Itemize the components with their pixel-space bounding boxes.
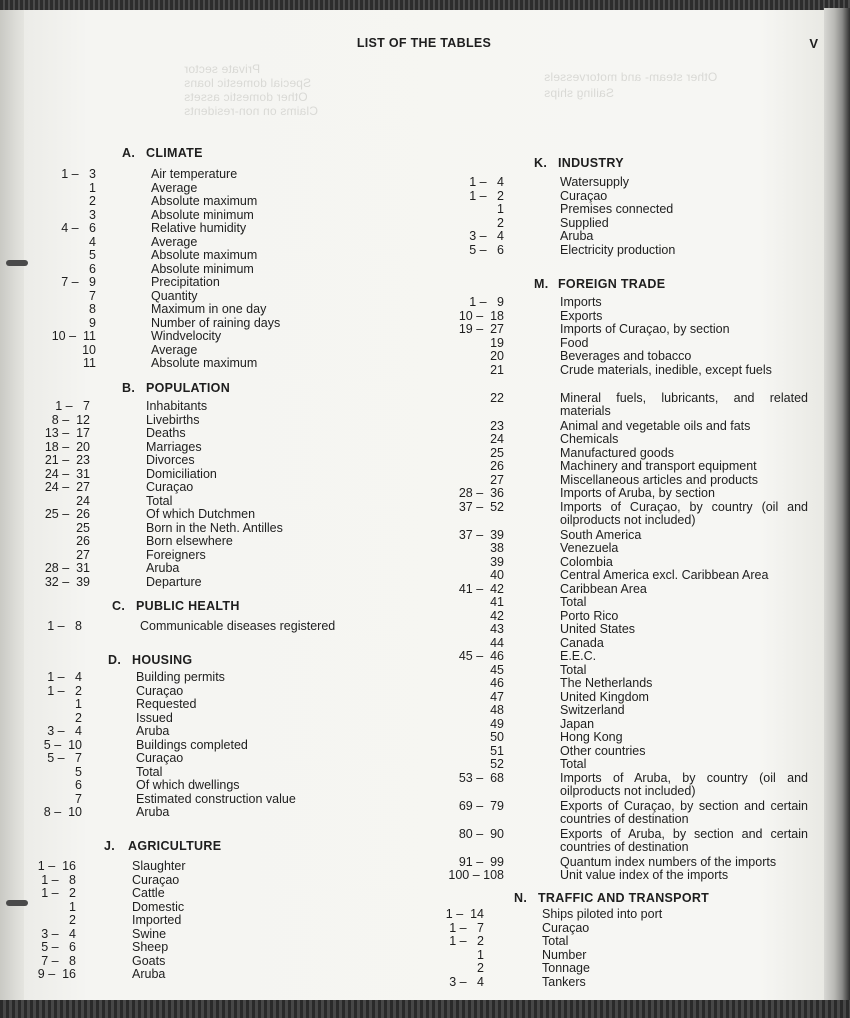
table-title: Average (151, 342, 198, 357)
table-number-range: 3 – 4 (47, 724, 82, 738)
table-title: Born in the Neth. Antilles (146, 520, 283, 535)
table-number-range: 10 – 18 (458, 308, 504, 323)
section-heading (534, 156, 624, 170)
table-title: Swine (132, 926, 167, 941)
table-title: Caribbean Area (560, 581, 647, 596)
table-title: Average (151, 234, 198, 249)
table-title: Aruba (146, 561, 180, 575)
table-title: Ships piloted into port (542, 907, 663, 921)
table-number-range: 7 (75, 791, 82, 806)
section-heading (112, 599, 240, 613)
section-letter: K. (534, 156, 548, 170)
section-heading (104, 839, 221, 853)
table-number-range: 1 (69, 899, 76, 914)
table-number-range: 100 – 108 (448, 868, 504, 882)
table-title: Porto Rico (560, 608, 619, 623)
table-number-range: 38 (490, 541, 504, 555)
table-number-range: 1 – 7 (449, 920, 484, 935)
table-title: Building permits (136, 670, 225, 684)
table-number-range: 9 – 16 (37, 967, 76, 981)
table-title: Imports (560, 295, 602, 309)
table-number-range: 41 – 42 (458, 581, 504, 596)
table-number-range: 1 – 7 (55, 399, 90, 413)
table-title: Goats (132, 953, 166, 968)
table-title: Total (542, 934, 569, 948)
table-number-range: 26 (76, 534, 90, 548)
section-heading (534, 277, 665, 291)
table-title: Food (560, 335, 589, 350)
table-number-range: 7 (89, 288, 96, 303)
table-number-range: 24 – 31 (44, 466, 90, 481)
table-number-range: 3 – 4 (469, 229, 504, 243)
table-number-range: 1 – 2 (449, 934, 484, 948)
table-title: Deaths (146, 426, 186, 440)
page-stack-edge (824, 8, 850, 1004)
table-number-range: 6 (75, 778, 82, 792)
table-number-range: 25 (490, 445, 504, 460)
section-title: CLIMATE (146, 146, 203, 160)
table-number-range: 11 (83, 356, 96, 370)
table-title: Number of raining days (151, 315, 281, 330)
table-title: Electricity production (560, 242, 676, 257)
page-left-strip (0, 10, 26, 1002)
table-title: Imports of Aruba, by country (oil and oilproducts not included) (560, 770, 808, 798)
table-number-range: 20 (490, 349, 504, 363)
page-number: V (809, 36, 818, 51)
table-title: The Netherlands (560, 676, 653, 690)
table-title: Absolute minimum (151, 207, 254, 222)
table-number-range: 4 (89, 234, 96, 249)
table-number-range: 1 – 9 (469, 295, 504, 309)
page-title: LIST OF THE TABLES (356, 36, 492, 50)
table-number-range: 1 – 4 (47, 670, 82, 684)
table-number-range: 28 – 36 (458, 486, 504, 500)
table-number-range: 1 – 14 (445, 907, 484, 921)
table-title: Buildings completed (136, 737, 248, 752)
table-title: Tankers (542, 974, 586, 989)
show-through-text: Sailing ships (544, 86, 614, 100)
table-number-range: 37 – 52 (458, 499, 504, 514)
table-number-range: 47 (490, 689, 504, 704)
table-title: Domestic (132, 899, 185, 914)
table-title: Departure (146, 574, 202, 589)
section-heading (514, 891, 709, 905)
table-title: Average (151, 180, 198, 195)
table-title: Japan (560, 716, 595, 731)
table-number-range: 40 (490, 568, 504, 582)
table-title: Quantum index numbers of the imports (560, 854, 777, 869)
table-number-range: 51 (490, 743, 504, 758)
table-title: Maximum in one day (151, 302, 267, 316)
table-number-range: 1 – 2 (469, 188, 504, 203)
table-number-range: 21 (490, 362, 504, 377)
table-title: Venezuela (560, 541, 619, 555)
table-title: Exports (560, 308, 603, 323)
table-number-range: 37 – 39 (458, 527, 504, 542)
table-number-range: 10 (82, 342, 96, 357)
table-number-range: 1 – 4 (469, 175, 504, 189)
show-through-text: Other domestic assets (184, 90, 308, 104)
table-title: Unit value index of the imports (560, 868, 729, 882)
table-title: Imports of Aruba, by section (560, 486, 715, 500)
section-title: FOREIGN TRADE (558, 277, 666, 291)
section-letter: B. (122, 381, 136, 395)
table-title: Manufactured goods (560, 445, 674, 460)
table-number-range: 1 – 3 (61, 167, 96, 181)
section-letter: N. (514, 891, 528, 905)
table-number-range: 25 (76, 520, 90, 535)
table-title: Foreigners (146, 547, 206, 562)
section-title: INDUSTRY (558, 156, 624, 170)
table-number-range: 45 – 46 (458, 649, 504, 663)
table-title: Exports of Curaçao, by section and certain countries of destination (560, 798, 808, 826)
table-number-range: 32 – 39 (44, 574, 90, 589)
table-number-range: 27 (490, 472, 504, 487)
show-through-text: Private sector (184, 62, 261, 76)
table-title: Air temperature (151, 167, 238, 181)
table-title: Mineral fuels, lubricants, and related materials (560, 390, 808, 418)
section-title: HOUSING (132, 653, 193, 667)
table-title: Exports of Aruba, by section and certain countries of destination (560, 826, 808, 854)
table-title: Total (560, 595, 587, 609)
table-title: Of which dwellings (136, 778, 240, 792)
table-number-range: 1 – 16 (37, 859, 76, 873)
table-title: Canada (560, 635, 604, 650)
table-title: Central America excl. Caribbean Area (560, 568, 769, 582)
table-number-range: 18 – 20 (44, 439, 90, 454)
table-number-range: 5 – 10 (43, 737, 82, 752)
table-title: Estimated construction value (136, 791, 296, 806)
table-title: Watersupply (560, 175, 630, 189)
table-number-range: 50 (490, 730, 504, 744)
table-number-range: 3 (89, 207, 96, 222)
table-number-range: 44 (490, 635, 504, 650)
table-title: Divorces (146, 453, 195, 467)
document-page (24, 10, 824, 1002)
section-title: TRAFFIC AND TRANSPORT (538, 891, 710, 905)
table-title: Imported (132, 913, 182, 927)
table-number-range: 1 – 8 (41, 872, 76, 887)
table-title: United States (560, 622, 636, 636)
table-number-range: 39 (490, 554, 504, 569)
table-number-range: 1 – 2 (47, 683, 82, 698)
table-number-range: 53 – 68 (458, 770, 504, 785)
table-number-range: 28 – 31 (44, 561, 90, 575)
table-number-range: 24 (76, 493, 90, 508)
table-number-range: 41 (490, 595, 504, 609)
table-title: Total (560, 662, 587, 677)
table-title: Of which Dutchmen (146, 507, 256, 521)
table-number-range: 2 (497, 215, 504, 230)
table-title: Colombia (560, 554, 613, 569)
section-letter: C. (112, 599, 126, 613)
table-number-range: 4 – 6 (61, 221, 96, 235)
show-through-text: Special domestic loans (184, 76, 312, 90)
table-number-range: 1 (75, 697, 82, 711)
table-title: Premises connected (560, 202, 674, 216)
table-title: Curaçao (560, 188, 608, 203)
table-title: Number (542, 947, 587, 962)
table-number-range: 5 – 6 (469, 242, 504, 257)
section-letter: A. (122, 146, 136, 160)
table-title: Absolute maximum (151, 194, 258, 208)
table-number-range: 69 – 79 (458, 798, 504, 813)
table-title: Total (146, 493, 173, 508)
table-number-range: 7 – 8 (41, 953, 76, 968)
section-title: POPULATION (146, 381, 231, 395)
table-number-range: 1 (497, 202, 504, 216)
table-title: Livebirths (146, 412, 200, 427)
table-title: Aruba (132, 967, 166, 981)
table-title: Imports of Curaçao, by section (560, 322, 730, 336)
table-title: Windvelocity (151, 329, 222, 343)
table-title: Imports of Curaçao, by country (oil and oilproducts not included) (560, 499, 808, 527)
table-title: South America (560, 527, 642, 542)
section-letter: M. (534, 277, 549, 291)
table-title: Animal and vegetable oils and fats (560, 418, 751, 433)
table-title: Domiciliation (146, 466, 217, 481)
table-number-range: 1 – 2 (41, 886, 76, 900)
table-title: Born elsewhere (146, 534, 233, 548)
table-title: Miscellaneous articles and products (560, 472, 759, 487)
table-number-range: 1 (89, 180, 96, 195)
table-number-range: 25 – 26 (44, 507, 90, 521)
table-title: Curaçao (146, 480, 194, 494)
table-number-range: 3 – 4 (41, 926, 76, 941)
table-title: Total (136, 764, 163, 779)
table-number-range: 19 – 27 (458, 322, 504, 336)
table-number-range: 2 (477, 961, 484, 975)
table-title: Tonnage (542, 961, 590, 975)
table-title: Crude materials, inedible, except fuels (560, 362, 772, 377)
table-title: Sheep (132, 940, 169, 954)
table-title: Quantity (151, 288, 198, 303)
table-title: Inhabitants (146, 399, 208, 413)
section-heading (108, 653, 192, 667)
table-number-range: 1 – 8 (47, 619, 82, 633)
table-title: Curaçao (132, 872, 180, 887)
table-number-range: 80 – 90 (458, 826, 504, 841)
table-title: Other countries (560, 743, 646, 758)
table-number-range: 5 – 7 (47, 751, 82, 765)
table-title: Curaçao (542, 920, 590, 935)
table-title: Hong Kong (560, 730, 623, 744)
table-number-range: 42 (490, 608, 504, 623)
table-number-range: 46 (490, 676, 504, 690)
table-number-range: 8 – 10 (43, 805, 82, 819)
binder-bottom-edge (0, 1000, 850, 1018)
table-number-range: 26 (490, 459, 504, 473)
table-number-range: 8 – 12 (51, 412, 90, 427)
table-title: Requested (136, 697, 197, 711)
table-title: Curaçao (136, 683, 184, 698)
show-through-text: Claims on non-residents (184, 104, 318, 118)
table-number-range: 91 – 99 (458, 854, 504, 869)
table-title: Issued (136, 710, 173, 725)
table-title: Aruba (136, 805, 170, 819)
table-title: Switzerland (560, 703, 625, 717)
table-number-range: 2 (89, 194, 96, 208)
table-title: Beverages and tobacco (560, 349, 692, 363)
table-title: Slaughter (132, 859, 186, 873)
section-title: PUBLIC HEALTH (136, 599, 240, 613)
table-title: Curaçao (136, 751, 184, 765)
section-heading (122, 146, 203, 160)
table-number-range: 48 (490, 703, 504, 717)
section-title: AGRICULTURE (128, 839, 222, 853)
table-number-range: 2 (69, 913, 76, 927)
section-letter: J. (104, 839, 116, 853)
table-title: Communicable diseases registered (140, 619, 336, 633)
table-number-range: 5 (75, 764, 82, 779)
table-title: Aruba (136, 724, 170, 738)
table-number-range: 2 (75, 710, 82, 725)
table-title: Supplied (560, 215, 609, 230)
section-heading (122, 381, 230, 395)
table-title: Absolute maximum (151, 248, 258, 262)
table-number-range: 6 (89, 261, 96, 276)
table-title: Chemicals (560, 432, 619, 446)
table-number-range: 21 – 23 (44, 453, 90, 467)
table-title: E.E.C. (560, 649, 597, 663)
table-number-range: 5 (89, 248, 96, 262)
table-title: United Kingdom (560, 689, 649, 704)
table-number-range: 5 – 6 (41, 940, 76, 954)
table-number-range: 49 (490, 716, 504, 731)
show-through-text: Other steam- and motorvessels (544, 70, 718, 84)
table-title: Machinery and transport equipment (560, 459, 757, 473)
table-number-range: 1 (477, 947, 484, 962)
table-number-range: 9 (89, 315, 96, 330)
table-number-range: 24 (490, 432, 504, 446)
table-title: Relative humidity (151, 221, 247, 235)
table-number-range: 45 (490, 662, 504, 677)
table-number-range: 3 – 4 (449, 974, 484, 989)
table-number-range: 8 (89, 302, 96, 316)
section-letter: D. (108, 653, 122, 667)
table-number-range: 24 – 27 (44, 480, 90, 494)
table-title: Aruba (560, 229, 594, 243)
table-number-range: 22 (490, 390, 504, 405)
table-number-range: 23 (490, 418, 504, 433)
table-number-range: 19 (490, 335, 504, 350)
table-number-range: 43 (490, 622, 504, 636)
table-number-range: 27 (76, 547, 90, 562)
table-title: Absolute maximum (151, 356, 258, 370)
table-title: Absolute minimum (151, 261, 254, 276)
table-number-range: 13 – 17 (44, 426, 90, 440)
table-number-range: 10 – 11 (51, 329, 96, 343)
table-title: Marriages (146, 439, 202, 454)
table-title: Cattle (132, 886, 165, 900)
table-number-range: 52 (490, 757, 504, 771)
table-title: Precipitation (151, 275, 220, 289)
table-title: Total (560, 757, 587, 771)
table-number-range: 7 – 9 (61, 275, 96, 289)
